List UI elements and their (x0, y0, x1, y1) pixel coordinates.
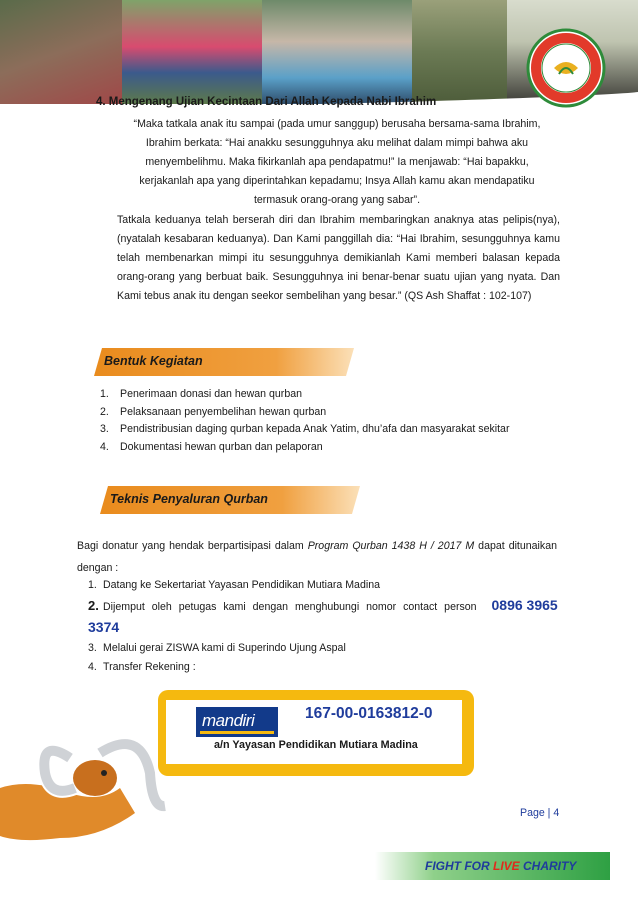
quote-line: termasuk orang-orang yang sabar”. (253, 194, 421, 206)
item-text: Dijemput oleh petugas kami dengan menghubungi nomor contact person (103, 601, 484, 613)
list-item (88, 595, 558, 639)
item-text: Pelaksanaan penyembelihan hewan qurban (120, 405, 327, 418)
program-name: Program Qurban 1438 H / 2017 M (307, 540, 475, 552)
banner-teknis-penyaluran (100, 486, 360, 514)
list-item (88, 658, 558, 677)
list-item (88, 639, 558, 658)
list-item (100, 406, 509, 424)
account-number[interactable]: 167-00-0163812-0 (305, 705, 433, 722)
item-number: 2. (88, 598, 99, 613)
contact-phone[interactable]: 0896 3965 3374 (88, 597, 558, 635)
banner-title: Bentuk Kegiatan (104, 354, 203, 368)
slogan-live: LIVE (493, 859, 520, 873)
item-number: 1. (100, 388, 109, 400)
item-number: 4. (100, 440, 109, 453)
account-name: a/n Yayasan Pendidikan Mutiara Madina (214, 739, 418, 751)
footer-banner (375, 852, 610, 880)
kegiatan-list (100, 388, 509, 458)
footer-slogan (425, 859, 576, 873)
slogan-part: CHARITY (519, 859, 577, 873)
foundation-logo (526, 28, 606, 108)
penyaluran-intro (77, 535, 557, 579)
item-text: Melalui gerai ZISWA kami di Superindo Ujung Aspal (103, 642, 346, 654)
quran-paragraph: Tatkala keduanya telah berserah diri dan Ibrahim membaringkan anaknya atas pelipis(nya), (nyatalah kesabaran keduanya). Dan Kami panggillah dia: “Hai Ibrahim, sesungguhnya kamu telah membenarkan mimpi itu sesungguhnya demikianlah Kami memberi balasan kepada orang-orang yang berbuat baik. Sesungguhnya ini benar-benar suatu ujian yang nyata. Dan Kami tebus anak itu dengan seekor sembelihan yang besar.” (QS Ash Shaffat : 102-107) (117, 214, 560, 302)
logo-underline (200, 731, 274, 734)
penyaluran-list (88, 576, 558, 677)
bank-logo-text: mandiri (202, 711, 255, 730)
quote-line: kerjakanlah apa yang diperintahkan kepadamu; Insya Allah kamu akan mendapatiku (139, 175, 535, 187)
ram-illustration (0, 718, 180, 848)
quote-line: “Maka tatkala anak itu sampai (pada umur sanggup) berusaha bersama-sama Ibrahim, (133, 118, 541, 130)
page-number: Page | 4 (520, 807, 560, 819)
list-item (100, 441, 509, 459)
bank-mandiri-logo (196, 707, 278, 737)
section-title: 4. Mengenang Ujian Kecintaan Dari Allah Kepada Nabi Ibrahim (96, 96, 437, 108)
item-number: 1. (88, 579, 97, 591)
quote-line: Ibrahim berkata: “Hai anakku sesungguhnya aku melihat dalam mimpi bahwa aku (145, 137, 529, 149)
intro-text: Bagi donatur yang hendak berpartisipasi dalam (77, 540, 308, 552)
list-item (88, 576, 558, 595)
banner-bentuk-kegiatan (94, 348, 354, 376)
item-number: 3. (100, 423, 109, 435)
quran-quote (108, 115, 566, 210)
slogan-part: FIGHT FOR (425, 859, 493, 873)
list-item (100, 423, 509, 441)
item-text: Pendistribusian daging qurban kepada Anak Yatim, dhu’afa dan masyarakat sekitar (120, 423, 510, 435)
item-text: Penerimaan donasi dan hewan qurban (120, 388, 302, 400)
item-text: Dokumentasi hewan qurban dan pelaporan (120, 440, 323, 453)
banner-title: Teknis Penyaluran Qurban (110, 492, 268, 506)
item-text: Datang ke Sekertariat Yayasan Pendidikan Mutiara Madina (103, 579, 380, 591)
intro-text: dapat ditunaikan dengan : (77, 540, 557, 574)
item-number: 4. (88, 661, 97, 673)
item-number: 2. (100, 405, 109, 418)
item-text: Transfer Rekening : (103, 661, 196, 673)
quote-line: menyembelihmu. Maka fikirkanlah apa pendapatmu!” Ia menjawab: “Hai bapakku, (145, 156, 529, 168)
item-number: 3. (88, 642, 97, 654)
list-item (100, 388, 509, 406)
